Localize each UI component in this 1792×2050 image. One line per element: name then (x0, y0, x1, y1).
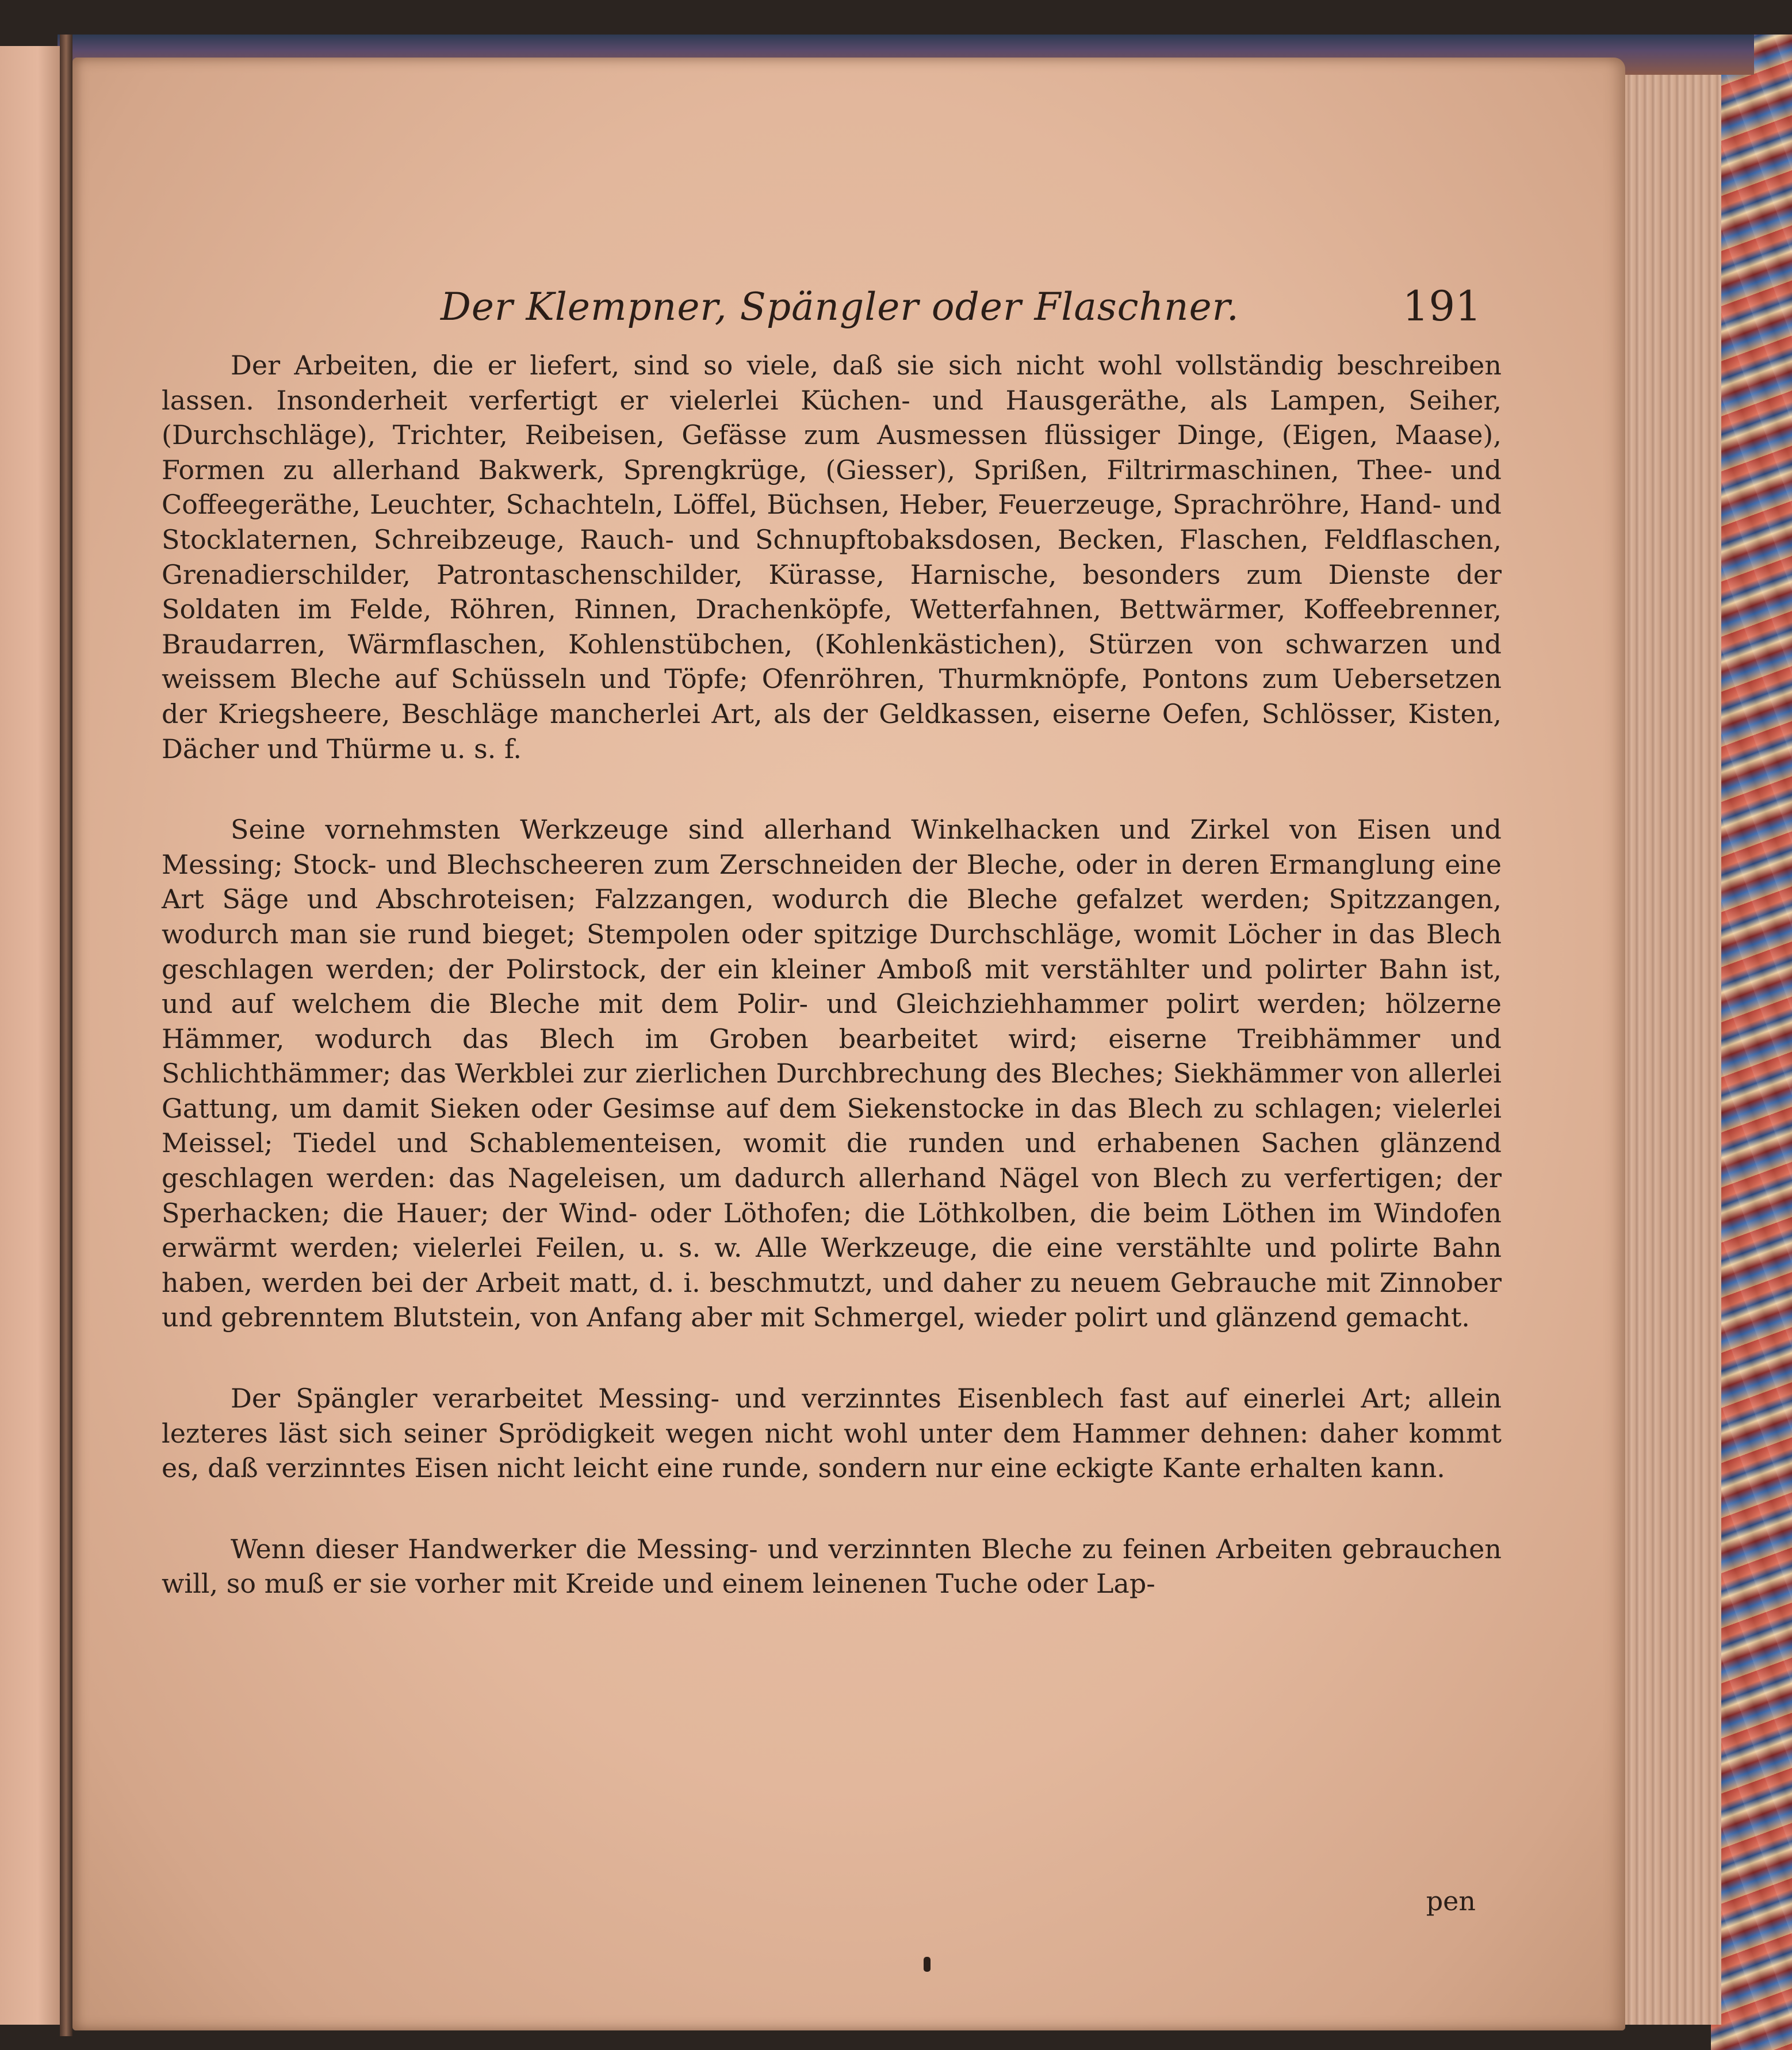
book-gutter (60, 35, 72, 2036)
body-text (162, 348, 1502, 1601)
paragraph-1: Der Arbeiten, die er liefert, sind so viele, daß sie sich nicht wohl vollständig beschreiben lassen. Insonderheit verfertigt er vielerlei Küchen- und Hausgeräthe, als Lampen, Seiher, (Durchschläge), Trichter, Reibeisen, Gefässe zum Ausmessen flüssiger Dinge, (Eigen, Maase), Formen zu allerhand Bakwerk, Sprengkrüge, (Giesser), Sprißen, Filtrirmaschinen, Thee- und Coffeegeräthe, Leuchter, Schachteln, Löffel, Büchsen, Heber, Feuerzeuge, Sprachröhre, Hand- und Stocklaternen, Schreibzeuge, Rauch- und Schnupftobaksdosen, Becken, Flaschen, Feldflaschen, Grenadierschilder, Patrontaschenschilder, Kürasse, Harnische, besonders zum Dienste der Soldaten im Felde, Röhren, Rinnen, Drachenköpfe, Wetterfahnen, Bettwärmer, Koffeebrenner, Braudarren, Wärmflaschen, Kohlenstübchen, (Kohlenkästichen), Stürzen von schwarzen und weissem Bleche auf Schüsseln und Töpfe; Ofenröhren, Thurmknöpfe, Pontons zum Uebersetzen der Kriegsheere, Beschläge mancherlei Art, als der Geldkassen, eiserne Oefen, Schlösser, Kisten, Dächer und Thürme u. s. f. (162, 350, 1502, 764)
page-number: 191 (1402, 282, 1481, 330)
paragraph-2: Seine vornehmsten Werkzeuge sind allerhand Winkelhacken und Zirkel von Eisen und Messing; Stock- und Blechscheeren zum Zerschneiden der Bleche, oder in deren Ermanglung eine Art Säge und Abschroteisen; Falzzangen, wodurch die Bleche gefalzet werden; Spitzzangen, wodurch man sie rund bieget; Stempolen oder spitzige Durchschläge, womit Löcher in das Blech geschlagen werden; der Polirstock, der ein kleiner Amboß mit verstählter und polirter Bahn ist, und auf welchem die Bleche mit dem Polir- und Gleichziehhammer polirt werden; hölzerne Hämmer, wodurch das Blech im Groben bearbeitet wird; eiserne Treibhämmer und Schlichthämmer; das Werkblei zur zierlichen Durchbrechung des Bleches; Siekhämmer von allerlei Gattung, um damit Sieken oder Gesimse auf dem Siekenstocke in das Blech zu schlagen; vielerlei Meissel; Tiedel und Schablementeisen, womit die runden und erhabenen Sachen glänzend geschlagen werden: das Nageleisen, um dadurch allerhand Nägel von Blech zu verfertigen; der Sperhacken; die Hauer; der Wind- oder Löthofen; die Löthkolben, die beim Löthen im Windofen erwärmt werden; vielerlei Feilen, u. s. w. Alle Werkzeuge, die eine verstählte und polirte Bahn haben, werden bei der Arbeit matt, d. i. beschmutzt, und daher zu neuem Gebrauche mit Zinnober und gebrenntem Blutstein, von Anfang aber mit Schmergel, wieder polirt und glänzend gemacht. (162, 814, 1502, 1333)
ink-mark (924, 1957, 931, 1972)
right-page (72, 58, 1625, 2030)
catchword: pen (1426, 1885, 1476, 1917)
page-stack-edges (1622, 40, 1721, 2025)
left-facing-page (0, 46, 67, 2025)
running-head: Der Klempner, Spängler oder Flaschner. (441, 285, 1239, 329)
paragraph-4: Wenn dieser Handwerker die Messing- und verzinnten Bleche zu feinen Arbeiten gebrauchen will, so muß er sie vorher mit Kreide und einem leinenen Tuche oder Lap- (162, 1533, 1502, 1600)
marbled-cover-edge (1711, 35, 1792, 2050)
paragraph-3: Der Spängler verarbeitet Messing- und verzinntes Eisenblech fast auf einerlei Art; allein lezteres läst sich seiner Sprödigkeit wegen nicht wohl unter dem Hammer dehnen: daher kommt es, daß verzinntes Eisen nicht leicht eine runde, sondern nur eine eckigte Kante erhalten kann. (162, 1383, 1502, 1484)
